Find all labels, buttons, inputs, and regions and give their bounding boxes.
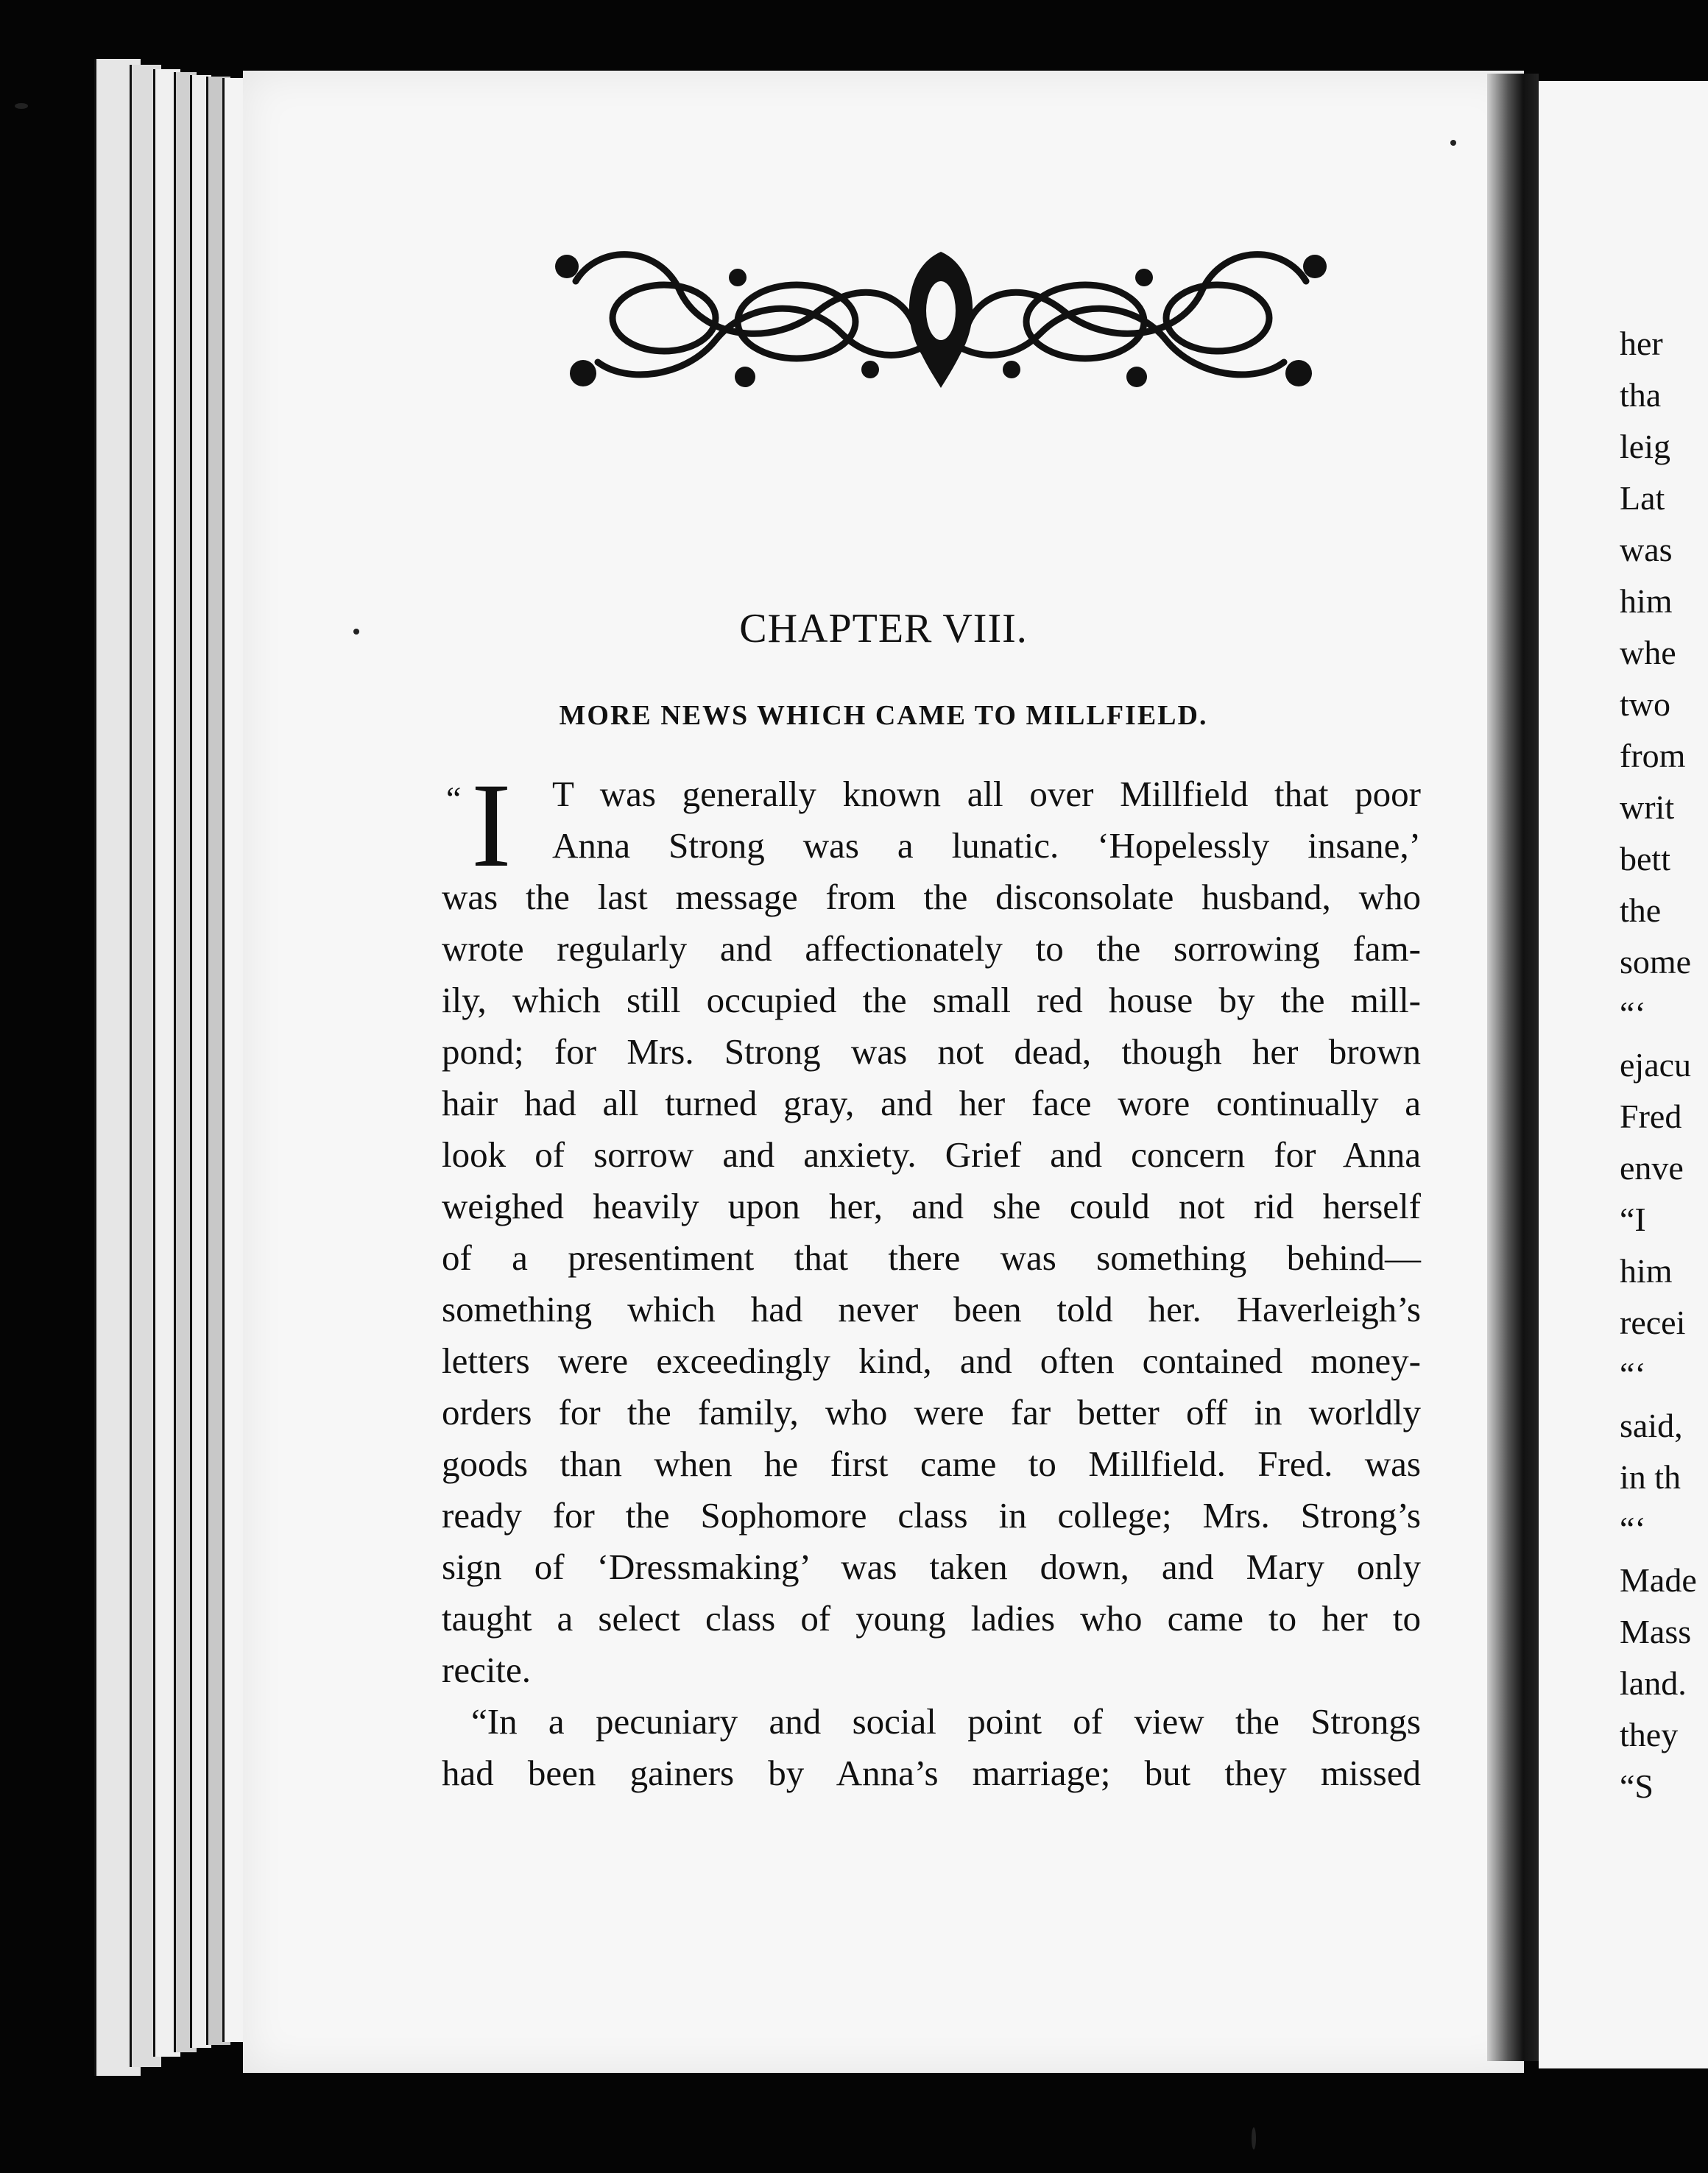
facing-line: him bbox=[1620, 582, 1673, 620]
facing-line: two bbox=[1620, 685, 1670, 723]
facing-line: Made bbox=[1620, 1561, 1697, 1599]
scan-speck bbox=[353, 629, 359, 635]
text-line: recite. bbox=[442, 1650, 532, 1690]
text-line: Anna Strong was a lunatic. ‘Hopelessly insane,’ bbox=[552, 825, 1421, 866]
facing-line: Mass bbox=[1620, 1613, 1692, 1650]
text-line: had been gainers by Anna’s marriage; but they missed bbox=[442, 1753, 1421, 1793]
text-line: letters were exceedingly kind, and often contained money- bbox=[442, 1340, 1421, 1381]
facing-line: bett bbox=[1620, 840, 1670, 877]
text-line: orders for the family, who were far better off in worldly bbox=[442, 1392, 1421, 1432]
facing-line: “S bbox=[1620, 1767, 1654, 1805]
facing-line: “‘ bbox=[1620, 1510, 1646, 1547]
facing-line: from bbox=[1620, 737, 1686, 774]
text-line: “In a pecuniary and social point of view the Strongs bbox=[471, 1701, 1421, 1742]
facing-line: leig bbox=[1620, 428, 1670, 465]
facing-line: him bbox=[1620, 1252, 1673, 1290]
facing-line: in th bbox=[1620, 1458, 1681, 1496]
facing-line: was bbox=[1620, 531, 1673, 568]
chapter-subtitle: MORE NEWS WHICH CAME TO MILLFIELD. bbox=[559, 700, 1208, 731]
book-gutter bbox=[1487, 74, 1539, 2061]
facing-line: “‘ bbox=[1620, 994, 1646, 1032]
text-line: wrote regularly and affectionately to the sorrowing fam- bbox=[442, 928, 1421, 969]
text-line: ready for the Sophomore class in college; Mrs. Strong’s bbox=[442, 1495, 1421, 1536]
facing-line: Fred bbox=[1620, 1098, 1682, 1135]
text-line: weighed heavily upon her, and she could not rid herself bbox=[442, 1186, 1421, 1226]
text-line: was the last message from the disconsolate husband, who bbox=[442, 877, 1421, 917]
scan-speck bbox=[15, 103, 28, 109]
facing-line: “I bbox=[1620, 1201, 1646, 1238]
facing-line: tha bbox=[1620, 376, 1662, 414]
text-line: taught a select class of young ladies who came to her to bbox=[442, 1598, 1421, 1639]
facing-line: “‘ bbox=[1620, 1355, 1646, 1393]
facing-line: recei bbox=[1620, 1304, 1686, 1341]
facing-line: Lat bbox=[1620, 479, 1665, 517]
drop-cap-letter: I bbox=[471, 759, 512, 892]
headpiece-ornament-icon bbox=[554, 237, 1328, 395]
text-line: of a presentiment that there was something behind— bbox=[442, 1237, 1421, 1278]
facing-line: said, bbox=[1620, 1407, 1683, 1444]
facing-line: writ bbox=[1620, 788, 1675, 826]
facing-line: land. bbox=[1620, 1664, 1687, 1702]
facing-line: they bbox=[1620, 1716, 1679, 1753]
facing-line: the bbox=[1620, 891, 1662, 929]
text-line: something which had never been told her. Haverleigh’s bbox=[442, 1289, 1421, 1329]
scan-speck bbox=[1450, 140, 1456, 146]
text-line: goods than when he first came to Millfield. Fred. was bbox=[442, 1444, 1421, 1484]
text-line: ily, which still occupied the small red house by the mill- bbox=[442, 980, 1421, 1020]
facing-line: ejacu bbox=[1620, 1046, 1692, 1084]
text-line: pond; for Mrs. Strong was not dead, though her brown bbox=[442, 1031, 1421, 1072]
text-line: look of sorrow and anxiety. Grief and concern for Anna bbox=[442, 1134, 1421, 1175]
scan-speck bbox=[1252, 2127, 1256, 2149]
text-line: sign of ‘Dressmaking’ was taken down, and Mary only bbox=[442, 1547, 1421, 1587]
text-line: hair had all turned gray, and her face wore continually a bbox=[442, 1083, 1421, 1123]
opening-quote-mark: “ bbox=[446, 780, 462, 817]
facing-line: some bbox=[1620, 943, 1692, 981]
chapter-title: CHAPTER VIII. bbox=[739, 606, 1028, 651]
text-line: T was generally known all over Millfield that poor bbox=[552, 774, 1421, 814]
facing-line: whe bbox=[1620, 634, 1676, 671]
facing-line: her bbox=[1620, 325, 1663, 362]
facing-line: enve bbox=[1620, 1149, 1684, 1187]
chapter-body-text bbox=[442, 759, 1421, 1799]
